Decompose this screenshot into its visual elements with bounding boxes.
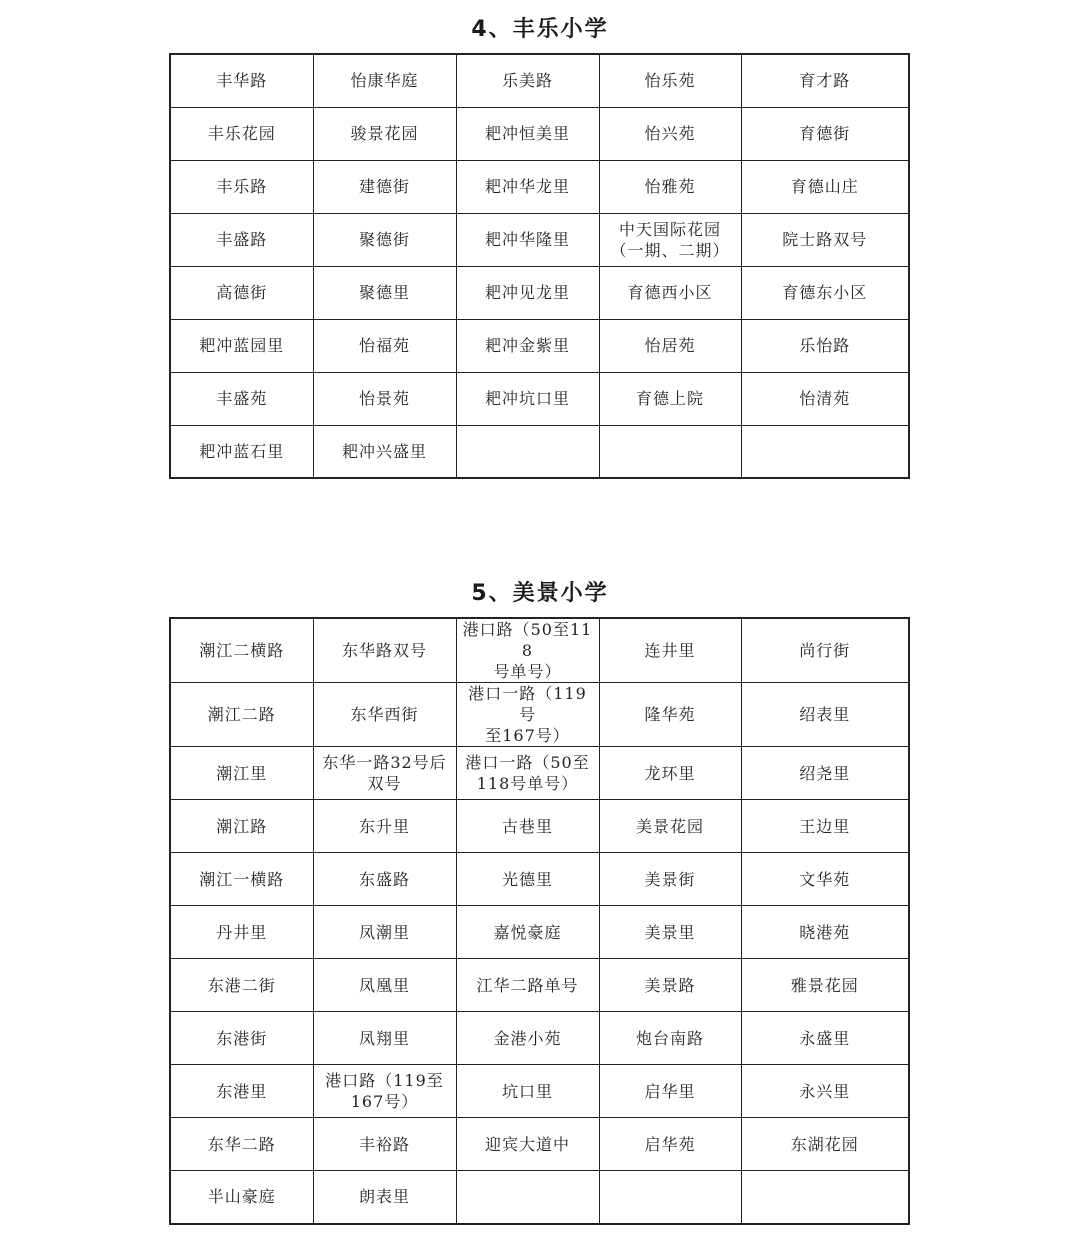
address-cell: 丰乐路 (170, 160, 313, 213)
address-cell: 朗表里 (313, 1171, 456, 1224)
address-cell: 耙冲金紫里 (456, 319, 599, 372)
address-cell: 耙冲蓝石里 (170, 425, 313, 478)
table-row (170, 747, 909, 800)
address-cell: 育德上院 (599, 372, 741, 425)
address-cell: 怡居苑 (599, 319, 741, 372)
address-cell: 美景里 (599, 906, 741, 959)
address-cell: 东湖花园 (741, 1118, 909, 1171)
table-row (170, 1118, 909, 1171)
address-cell: 耙冲蓝园里 (170, 319, 313, 372)
address-cell: 丰盛路 (170, 213, 313, 266)
address-cell: 育德东小区 (741, 266, 909, 319)
table-row (170, 906, 909, 959)
address-cell: 隆华苑 (599, 683, 741, 747)
address-cell: 怡康华庭 (313, 54, 456, 107)
address-table-meijing-school (169, 617, 910, 1225)
address-cell: 嘉悦豪庭 (456, 906, 599, 959)
address-cell: 凤潮里 (313, 906, 456, 959)
address-cell: 高德街 (170, 266, 313, 319)
empty-cell (456, 1171, 599, 1224)
address-cell: 启华苑 (599, 1118, 741, 1171)
table-row (170, 800, 909, 853)
address-cell: 乐怡路 (741, 319, 909, 372)
address-cell: 东华路双号 (313, 618, 456, 683)
address-cell: 东华二路 (170, 1118, 313, 1171)
address-cell: 院士路双号 (741, 213, 909, 266)
table-row (170, 1012, 909, 1065)
address-cell: 育德西小区 (599, 266, 741, 319)
address-cell: 怡兴苑 (599, 107, 741, 160)
address-cell: 怡福苑 (313, 319, 456, 372)
table-row (170, 160, 909, 213)
address-cell: 耙冲见龙里 (456, 266, 599, 319)
address-cell: 港口一路（50至 118号单号） (456, 747, 599, 800)
address-cell: 美景路 (599, 959, 741, 1012)
address-cell: 启华里 (599, 1065, 741, 1118)
address-cell: 怡雅苑 (599, 160, 741, 213)
address-cell: 东升里 (313, 800, 456, 853)
address-cell: 金港小苑 (456, 1012, 599, 1065)
address-cell: 古巷里 (456, 800, 599, 853)
address-cell: 潮江一横路 (170, 853, 313, 906)
address-cell: 东港二街 (170, 959, 313, 1012)
table-row (170, 618, 909, 683)
address-cell: 美景花园 (599, 800, 741, 853)
table-row (170, 425, 909, 478)
table-row (170, 213, 909, 266)
address-cell: 王边里 (741, 800, 909, 853)
table-row (170, 372, 909, 425)
address-cell: 坑口里 (456, 1065, 599, 1118)
table-row (170, 1171, 909, 1224)
address-cell: 永盛里 (741, 1012, 909, 1065)
address-cell: 东港里 (170, 1065, 313, 1118)
address-cell: 港口一路（119号 至167号） (456, 683, 599, 747)
address-cell: 凤翔里 (313, 1012, 456, 1065)
section-title-meijing-school: 5、美景小学 (471, 581, 609, 606)
address-cell: 潮江里 (170, 747, 313, 800)
address-cell: 绍尧里 (741, 747, 909, 800)
address-cell: 建德街 (313, 160, 456, 213)
table-row (170, 683, 909, 747)
address-cell: 雅景花园 (741, 959, 909, 1012)
address-cell: 港口路（119至 167号） (313, 1065, 456, 1118)
address-cell: 港口路（50至118 号单号） (456, 618, 599, 683)
empty-cell (599, 425, 741, 478)
table-row (170, 107, 909, 160)
address-cell: 文华苑 (741, 853, 909, 906)
address-cell: 丰华路 (170, 54, 313, 107)
address-cell: 光德里 (456, 853, 599, 906)
address-cell: 潮江二横路 (170, 618, 313, 683)
address-cell: 凤凰里 (313, 959, 456, 1012)
table-row (170, 319, 909, 372)
empty-cell (741, 1171, 909, 1224)
empty-cell (599, 1171, 741, 1224)
address-cell: 丰盛苑 (170, 372, 313, 425)
address-cell: 怡景苑 (313, 372, 456, 425)
address-cell: 怡乐苑 (599, 54, 741, 107)
address-cell: 东港街 (170, 1012, 313, 1065)
address-cell: 育才路 (741, 54, 909, 107)
address-cell: 潮江路 (170, 800, 313, 853)
address-table-fengle-school (169, 53, 910, 479)
empty-cell (456, 425, 599, 478)
address-cell: 聚德里 (313, 266, 456, 319)
section-title-fengle-school: 4、丰乐小学 (471, 17, 609, 42)
address-cell: 江华二路单号 (456, 959, 599, 1012)
address-cell: 炮台南路 (599, 1012, 741, 1065)
address-cell: 耙冲华龙里 (456, 160, 599, 213)
address-cell: 永兴里 (741, 1065, 909, 1118)
address-cell: 丰乐花园 (170, 107, 313, 160)
address-cell: 育德街 (741, 107, 909, 160)
address-cell: 耙冲华隆里 (456, 213, 599, 266)
address-cell: 迎宾大道中 (456, 1118, 599, 1171)
address-cell: 乐美路 (456, 54, 599, 107)
address-cell: 潮江二路 (170, 683, 313, 747)
address-cell: 育德山庄 (741, 160, 909, 213)
table-row (170, 959, 909, 1012)
empty-cell (741, 425, 909, 478)
address-cell: 耙冲兴盛里 (313, 425, 456, 478)
address-cell: 东华西街 (313, 683, 456, 747)
address-cell: 骏景花园 (313, 107, 456, 160)
address-cell: 怡清苑 (741, 372, 909, 425)
address-cell: 耙冲坑口里 (456, 372, 599, 425)
address-cell: 尚行街 (741, 618, 909, 683)
table-row (170, 1065, 909, 1118)
address-cell: 东盛路 (313, 853, 456, 906)
address-cell: 龙环里 (599, 747, 741, 800)
address-cell: 丰裕路 (313, 1118, 456, 1171)
address-cell: 连井里 (599, 618, 741, 683)
table-row (170, 54, 909, 107)
address-cell: 中天国际花园 （一期、二期） (599, 213, 741, 266)
table-row (170, 853, 909, 906)
address-cell: 耙冲恒美里 (456, 107, 599, 160)
address-cell: 聚德街 (313, 213, 456, 266)
address-cell: 丹井里 (170, 906, 313, 959)
address-cell: 半山豪庭 (170, 1171, 313, 1224)
table-row (170, 266, 909, 319)
address-cell: 美景街 (599, 853, 741, 906)
address-cell: 东华一路32号后 双号 (313, 747, 456, 800)
address-cell: 晓港苑 (741, 906, 909, 959)
address-cell: 绍表里 (741, 683, 909, 747)
